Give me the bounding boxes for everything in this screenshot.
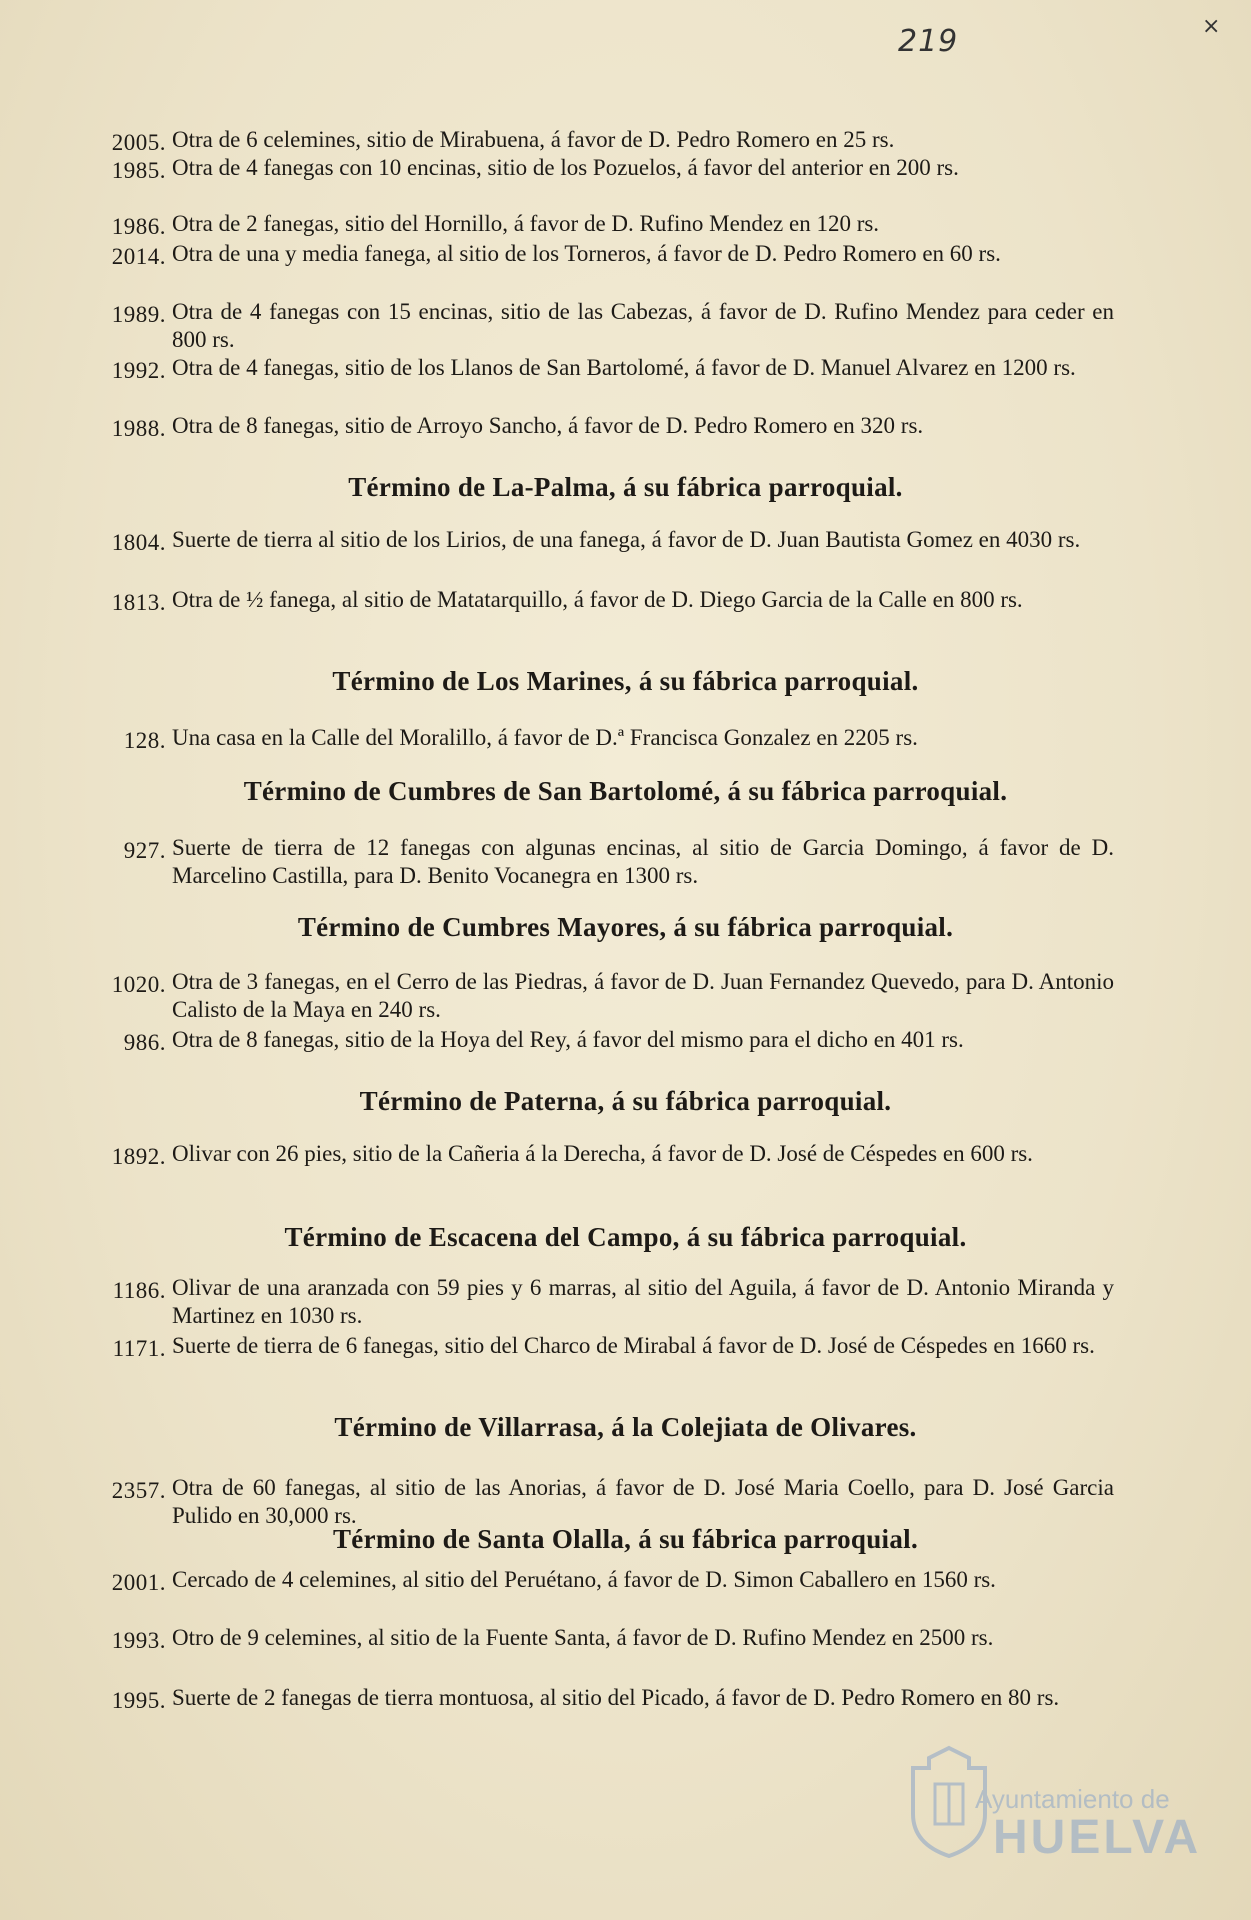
entry-number: 1985. xyxy=(111,158,166,183)
entry-number: 1020. xyxy=(111,972,166,997)
entry-text: Otra de 4 fanegas, sitio de los Llanos de San Bartolomé, á favor de D. Manuel Alvarez en 1200 rs. xyxy=(172,355,1076,380)
entry-text: Otra de una y media fanega, al sitio de los Torneros, á favor de D. Pedro Romero en 60 rs. xyxy=(172,241,1001,266)
entry-text: Olivar de una aranzada con 59 pies y 6 marras, al sitio del Aguila, á favor de D. Antonio Miranda y Martinez en 1030 rs. xyxy=(172,1275,1114,1328)
entry-number: 1986. xyxy=(111,214,166,239)
section-heading-escacena: Término de Escacena del Campo, á su fábrica parroquial. xyxy=(284,1222,967,1252)
entry-number: 1813. xyxy=(111,590,166,615)
entry-number: 1804. xyxy=(111,530,166,555)
entry-text: Cercado de 4 celemines, al sitio del Peruétano, á favor de D. Simon Caballero en 1560 rs. xyxy=(172,1567,996,1592)
entry-number: 2001. xyxy=(111,1570,166,1595)
corner-mark: × xyxy=(1202,14,1221,39)
ayuntamiento-huelva-watermark xyxy=(905,1744,1202,1884)
entry-text: Suerte de tierra de 12 fanegas con algunas encinas, al sitio de Garcia Domingo, á favor de D. Marcelino Castilla, para D. Benito Vocanegra en 1300 rs. xyxy=(172,835,1114,888)
watermark-line1: Ayuntamiento de xyxy=(975,1784,1170,1814)
entry-number: 2014. xyxy=(111,244,166,269)
entry-text: Otro de 9 celemines, al sitio de la Fuente Santa, á favor de D. Rufino Mendez en 2500 rs. xyxy=(172,1625,994,1650)
entry-text: Otra de 2 fanegas, sitio del Hornillo, á favor de D. Rufino Mendez en 120 rs. xyxy=(172,211,880,236)
entry-number: 2005. xyxy=(111,130,166,155)
entry-number: 1993. xyxy=(111,1628,166,1653)
entry-text: Suerte de tierra al sitio de los Lirios, de una fanega, á favor de D. Juan Bautista Gomez en 4030 rs. xyxy=(172,527,1081,552)
section-heading-villarrasa: Término de Villarrasa, á la Colejiata de Olivares. xyxy=(334,1412,917,1442)
section-heading-marines: Término de Los Marines, á su fábrica parroquial. xyxy=(332,666,919,696)
page-number: 219 xyxy=(898,24,959,59)
entry-text: Otra de 4 fanegas con 10 encinas, sitio de los Pozuelos, á favor del anterior en 200 rs. xyxy=(172,155,959,180)
watermark-line2: HUELVA xyxy=(993,1811,1202,1864)
entry-text: Una casa en la Calle del Moralillo, á favor de D.ª Francisca Gonzalez en 2205 rs. xyxy=(172,725,918,750)
entry-text: Otra de 4 fanegas con 15 encinas, sitio de las Cabezas, á favor de D. Rufino Mendez para ceder en 800 rs. xyxy=(172,299,1114,352)
entry-text: Olivar con 26 pies, sitio de la Cañeria á la Derecha, á favor de D. José de Céspedes en 600 rs. xyxy=(172,1141,1033,1166)
entry-text: Otra de 8 fanegas, sitio de la Hoya del Rey, á favor del mismo para el dicho en 401 rs. xyxy=(172,1027,964,1052)
section-heading-lapalma: Término de La-Palma, á su fábrica parroquial. xyxy=(348,472,903,502)
section-heading-cumbres-may: Término de Cumbres Mayores, á su fábrica parroquial. xyxy=(297,912,954,942)
entry-text: Otra de 60 fanegas, al sitio de las Anorias, á favor de D. José Maria Coello, para D. José Garcia Pulido en 30,000 rs. xyxy=(172,1475,1114,1528)
entry-number: 1171. xyxy=(112,1336,166,1361)
entry-number: 986. xyxy=(123,1030,166,1055)
entry-number: 1992. xyxy=(111,358,166,383)
entry-number: 1988. xyxy=(111,416,166,441)
entry-number: 1995. xyxy=(111,1688,166,1713)
entry-text: Otra de ½ fanega, al sitio de Matatarquillo, á favor de D. Diego Garcia de la Calle en 800 rs. xyxy=(172,587,1023,612)
entry-text: Otra de 6 celemines, sitio de Mirabuena, á favor de D. Pedro Romero en 25 rs. xyxy=(172,127,895,152)
entry-text: Suerte de tierra de 6 fanegas, sitio del Charco de Mirabal á favor de D. José de Céspedes en 1660 rs. xyxy=(172,1333,1095,1358)
entry-number: 1989. xyxy=(111,302,166,327)
section-heading-paterna: Término de Paterna, á su fábrica parroquial. xyxy=(359,1086,892,1116)
entry-number: 128. xyxy=(123,728,166,753)
entry-text: Suerte de 2 fanegas de tierra montuosa, al sitio del Picado, á favor de D. Pedro Romero en 80 rs. xyxy=(172,1685,1060,1710)
entry-number: 1892. xyxy=(111,1144,166,1169)
entry-number: 927. xyxy=(123,838,166,863)
section-heading-cumbres-sb: Término de Cumbres de San Bartolomé, á su fábrica parroquial. xyxy=(243,776,1008,806)
entry-text: Otra de 8 fanegas, sitio de Arroyo Sancho, á favor de D. Pedro Romero en 320 rs. xyxy=(172,413,924,438)
entry-number: 2357. xyxy=(111,1478,166,1503)
entry-text: Otra de 3 fanegas, en el Cerro de las Piedras, á favor de D. Juan Fernandez Quevedo, para D. Antonio Calisto de la Maya en 240 rs. xyxy=(172,969,1114,1022)
section-heading-olalla: Término de Santa Olalla, á su fábrica parroquial. xyxy=(333,1524,918,1554)
entry-number: 1186. xyxy=(112,1278,166,1303)
